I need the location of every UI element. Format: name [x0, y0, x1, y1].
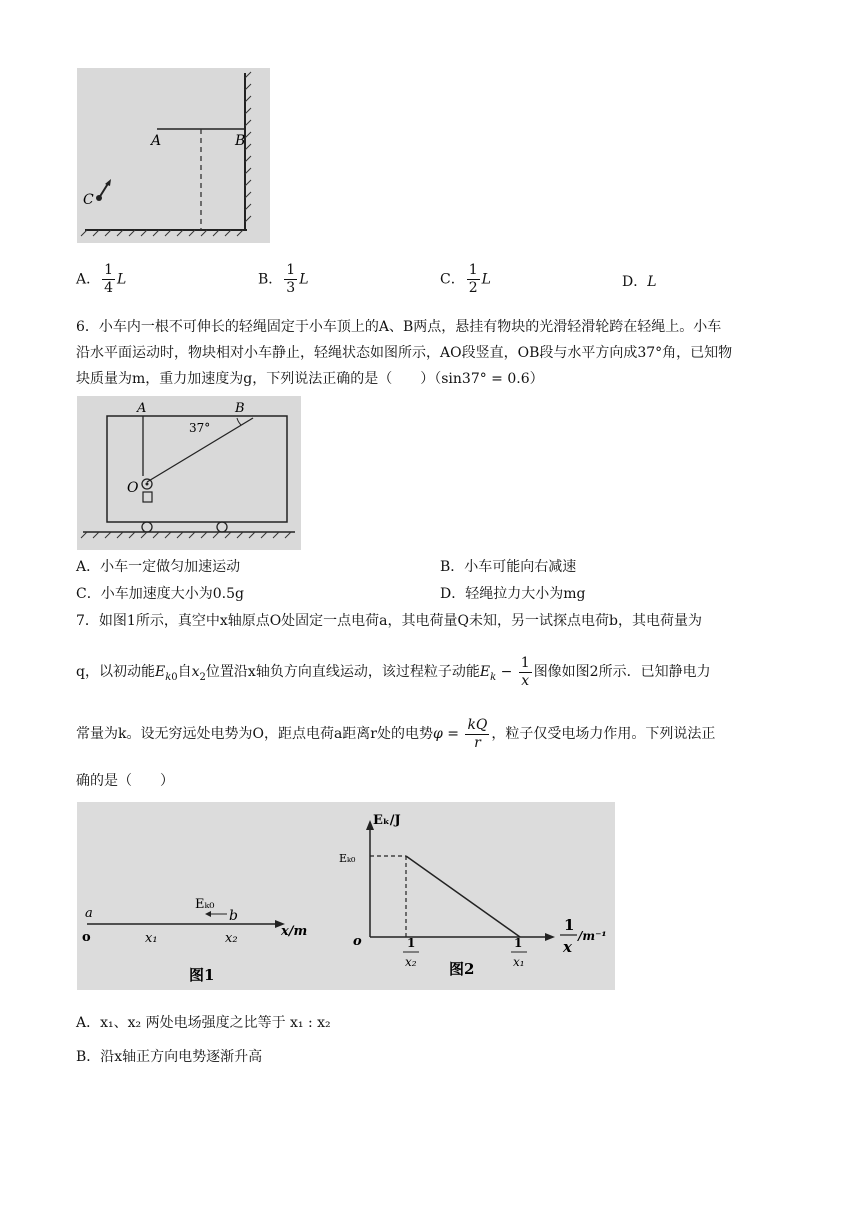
q5-label-b: B — [235, 133, 246, 149]
fig2-tick-x2-num: 1 — [407, 936, 416, 950]
q6-line1: 6．小车内一根不可伸长的轻绳固定于小车顶上的A、B两点，悬挂有物块的光滑轻滑轮跨在轻绳上。小车 — [76, 319, 722, 335]
q5-option-a-fraction: $\frac{1}{4}$ — [104, 262, 114, 296]
fig2-tick-x1-num: 1 — [514, 936, 523, 950]
q7-figure — [77, 802, 615, 990]
q6-option-d: D．轻绳拉力大小为mg — [440, 586, 586, 602]
q7-line2: q，以初动能$E_{k0}$自$x_2$位置沿x轴负方向直线运动，该过程粒子动能$E_k$ − $\frac{1}{x}$ 图像如图2所示．已知静电力 — [76, 654, 711, 689]
q7-option-a: A．x₁、x₂ 两处电场强度之比等于 x₁ : x₂ — [76, 1015, 331, 1031]
q6-label-o: O — [127, 480, 139, 496]
q7-line4: 确的是（ ） — [76, 773, 174, 789]
q5-option-d: D．L — [622, 274, 657, 290]
q7-line1: 7．如图1所示，真空中x轴原点O处固定一点电荷a，其电荷量Q未知，另一试探点电荷b，其电荷量为 — [76, 613, 702, 629]
q6-line2: 沿水平面运动时，物块相对小车静止，轻绳状态如图所示，AO段竖直，OB段与水平方向成37°角，已知物 — [76, 345, 733, 361]
fig1-charge-b: b — [229, 908, 238, 924]
fig2-ek0: Eₖ₀ — [339, 852, 356, 865]
fig2-tick-x1: x₁ — [513, 955, 525, 969]
q6-line3: 块质量为m，重力加速度为g，下列说法正确的是（ ）（sin37° = 0.6） — [76, 371, 544, 387]
q5-diagram — [77, 68, 270, 243]
q6-angle-label: 37° — [189, 421, 211, 435]
fig2-xlabel-num: 1 — [564, 916, 575, 934]
q5-option-a-key: A． — [76, 271, 101, 288]
fig2-origin: o — [353, 934, 362, 949]
fig1-caption: 图1 — [189, 966, 215, 984]
q7-line3: 常量为k。设无穷远处电势为O，距点电荷a距离r处的电势φ = $\frac{kQ}{r}$ ，粒子仅受电场力作用。下列说法正 — [76, 716, 716, 751]
fig2-xlabel-den: x — [563, 938, 572, 956]
q6-label-a: A — [137, 401, 147, 416]
q6-label-b: B — [235, 401, 245, 416]
fig2-tick-x2: x₂ — [405, 955, 417, 969]
q5-option-a: A． $\frac{1}{4}$ L — [76, 262, 127, 296]
fig2-caption: 图2 — [449, 960, 475, 978]
fig2-ylabel: Eₖ/J — [373, 813, 401, 828]
q5-label-a: A — [151, 133, 162, 149]
q5-option-b: B． $\frac{1}{3}$ L — [258, 262, 309, 296]
fig1-ek0: Eₖ₀ — [195, 897, 215, 912]
q7-diagram — [77, 802, 615, 990]
fig2-xunit: /m⁻¹ — [578, 929, 607, 943]
fig1-axis-label: x/m — [281, 924, 308, 939]
q7-option-b: B．沿x轴正方向电势逐渐升高 — [76, 1049, 263, 1065]
fig1-origin: o — [82, 930, 91, 945]
q6-figure — [77, 396, 301, 550]
q6-option-b: B．小车可能向右减速 — [440, 559, 577, 575]
fig1-x1: x₁ — [145, 931, 158, 946]
q5-label-c: C — [83, 192, 94, 208]
fig1-x2: x₂ — [225, 931, 238, 946]
q6-diagram — [77, 396, 301, 550]
q6-option-a: A．小车一定做匀加速运动 — [76, 559, 241, 575]
q6-option-c: C．小车加速度大小为0.5g — [76, 586, 244, 602]
fig1-charge-a: a — [85, 906, 93, 921]
q5-option-c: C． $\frac{1}{2}$ L — [440, 262, 491, 296]
q5-figure — [77, 68, 270, 243]
